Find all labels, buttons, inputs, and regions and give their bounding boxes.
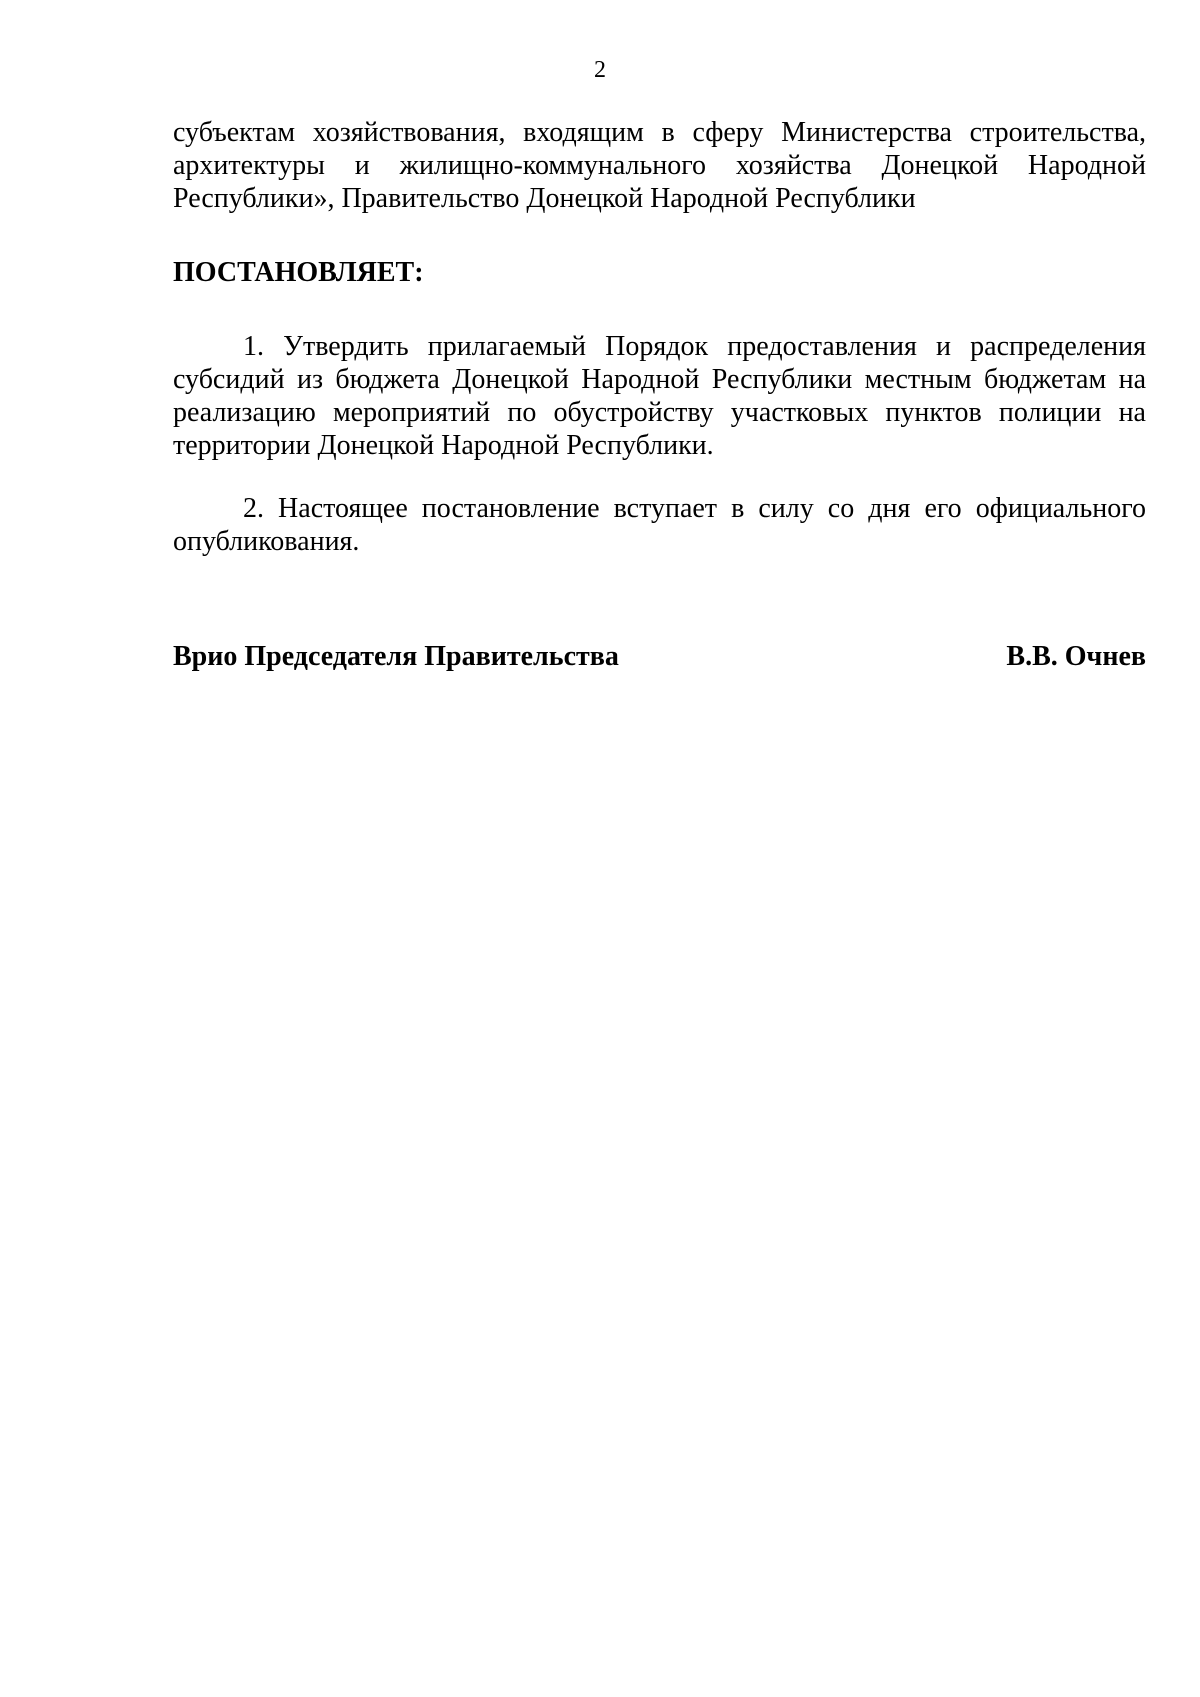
resolution-item-2: 2. Настоящее постановление вступает в силу со дня его официального опубликования. bbox=[173, 493, 1146, 557]
signatory-name: В.В. Очнев bbox=[1006, 641, 1146, 672]
signature-block bbox=[173, 640, 1146, 673]
resolves-heading: ПОСТАНОВЛЯЕТ: bbox=[173, 257, 424, 288]
page-number: 2 bbox=[594, 57, 606, 83]
signatory-position: Врио Председателя Правительства bbox=[173, 641, 619, 672]
intro-paragraph: субъектам хозяйствования, входящим в сферу Министерства строительства, архитектуры и жилищно-коммунального хозяйства Донецкой Народной Республики», Правительство Донецкой Народной Республики bbox=[173, 117, 1146, 214]
resolution-item-1: 1. Утвердить прилагаемый Порядок предоставления и распределения субсидий из бюджета Донецкой Народной Республики местным бюджетам на реализацию мероприятий по обустройству участковых пунктов полиции на территории Донецкой Народной Республики. bbox=[173, 331, 1146, 461]
